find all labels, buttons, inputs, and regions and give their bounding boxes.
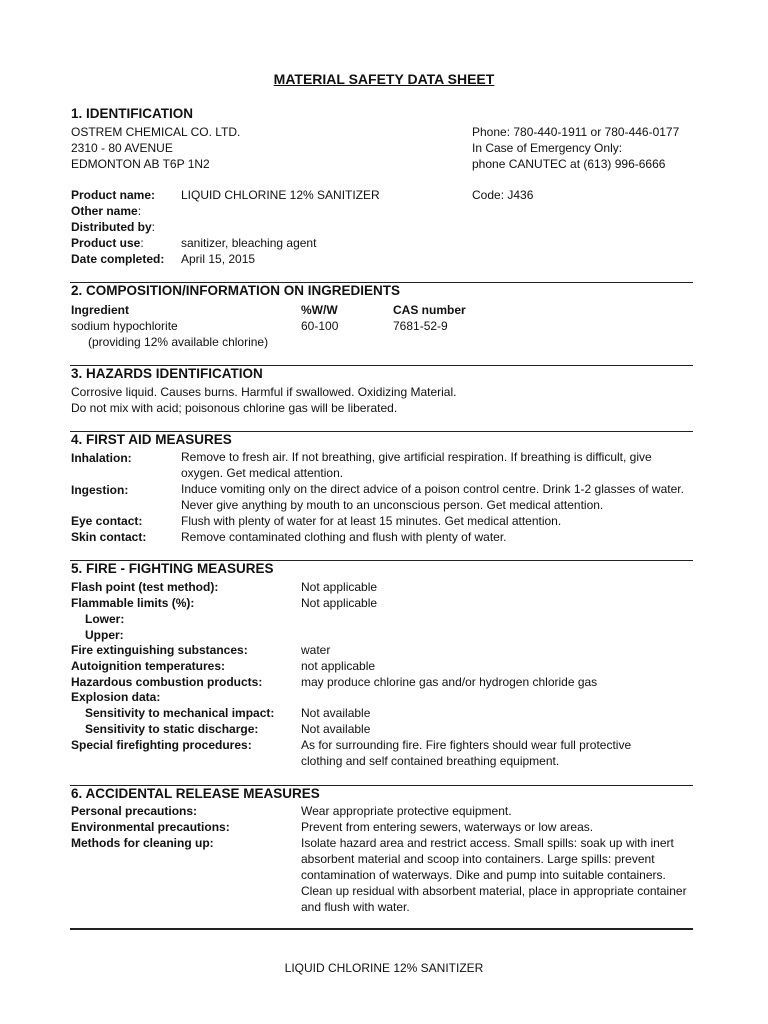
flammable-limits-value: Not applicable: [301, 596, 378, 610]
ingestion-label: Ingestion:: [71, 483, 129, 497]
skin-contact-text: Remove contaminated clothing and flush with plenty of water.: [181, 530, 507, 544]
autoignition-value: not applicable: [301, 659, 376, 673]
product-name-label: Product name:: [71, 188, 156, 202]
static-discharge-label: Sensitivity to static discharge:: [85, 722, 259, 736]
company-city: EDMONTON AB T6P 1N2: [71, 157, 210, 171]
ingredient-name: sodium hypochlorite: [71, 319, 178, 333]
hazards-line-1: Corrosive liquid. Causes burns. Harmful if swallowed. Oxidizing Material.: [71, 385, 457, 399]
company-name: OSTREM CHEMICAL CO. LTD.: [71, 125, 241, 139]
other-name-row: [71, 203, 141, 219]
personal-precautions-label: Personal precautions:: [71, 804, 198, 818]
section-6-heading: 6. ACCIDENTAL RELEASE MEASURES: [71, 786, 320, 801]
cleanup-methods-label: Methods for cleaning up:: [71, 836, 214, 850]
product-name-value: LIQUID CHLORINE 12% SANITIZER: [181, 188, 380, 202]
section-2-heading: 2. COMPOSITION/INFORMATION ON INGREDIENTS: [71, 283, 401, 298]
ingredient-cas: 7681-52-9: [393, 319, 448, 333]
mechanical-impact-value: Not available: [301, 706, 371, 720]
explosion-data-label: Explosion data:: [71, 690, 161, 704]
canutec-line: phone CANUTEC at (613) 996-6666: [472, 157, 666, 171]
autoignition-label: Autoignition temperatures:: [71, 659, 226, 673]
special-procedures-text: As for surrounding fire. Fire fighters should wear full protective clothing and self contained breathing equipment.: [301, 738, 632, 768]
lower-label: Lower:: [85, 612, 125, 626]
product-use-label: Product use: [71, 236, 141, 250]
section-1-heading: 1. IDENTIFICATION: [71, 106, 194, 121]
product-use-colon: :: [140, 236, 144, 250]
environmental-precautions-label: Environmental precautions:: [71, 820, 230, 834]
company-address: 2310 - 80 AVENUE: [71, 141, 173, 155]
combustion-label: Hazardous combustion products:: [71, 675, 263, 689]
section-4-heading: 4. FIRST AID MEASURES: [71, 432, 232, 447]
distributed-by-label: Distributed by: [71, 220, 152, 234]
emergency-line: In Case of Emergency Only:: [472, 141, 623, 155]
section-3-heading: 3. HAZARDS IDENTIFICATION: [71, 366, 263, 381]
special-procedures-label: Special firefighting procedures:: [71, 738, 252, 752]
page-footer: LIQUID CHLORINE 12% SANITIZER: [284, 961, 484, 975]
personal-precautions-text: Wear appropriate protective equipment.: [301, 804, 512, 818]
extinguishing-value: water: [301, 643, 331, 657]
ingredient-pct: 60-100: [301, 319, 339, 333]
section-5-heading: 5. FIRE - FIGHTING MEASURES: [71, 561, 274, 576]
skin-contact-label: Skin contact:: [71, 530, 147, 544]
flash-point-label: Flash point (test method):: [71, 580, 219, 594]
static-discharge-value: Not available: [301, 722, 371, 736]
page-bottom-rule: [70, 928, 693, 930]
eye-contact-text: Flush with plenty of water for at least 15 minutes. Get medical attention.: [181, 514, 562, 528]
product-use-row: [71, 235, 144, 251]
date-completed-value: April 15, 2015: [181, 252, 256, 266]
col-cas: CAS number: [393, 303, 466, 317]
flammable-limits-label: Flammable limits (%):: [71, 596, 195, 610]
date-completed-label: Date completed:: [71, 252, 165, 266]
mechanical-impact-label: Sensitivity to mechanical impact:: [85, 706, 275, 720]
product-use-value: sanitizer, bleaching agent: [181, 236, 317, 250]
inhalation-label: Inhalation:: [71, 451, 132, 465]
col-ingredient: Ingredient: [71, 303, 130, 317]
ingredient-note: (providing 12% available chlorine): [88, 335, 269, 349]
inhalation-text: Remove to fresh air. If not breathing, give artificial respiration. If breathing is difficult, give oxygen. Get medical attention.: [181, 450, 652, 480]
cleanup-methods-text: Isolate hazard area and restrict access. Small spills: soak up with inert absorbent material and scoop into containers. Large spills: prevent contamination of waterways. Dike and pump into suitable containers. Clean up residual with absorbent material, place in appropriate container and flush with water.: [301, 836, 687, 914]
extinguishing-label: Fire extinguishing substances:: [71, 643, 248, 657]
combustion-value: may produce chlorine gas and/or hydrogen chloride gas: [301, 675, 598, 689]
other-name-label: Other name: [71, 204, 138, 218]
environmental-precautions-text: Prevent from entering sewers, waterways or low areas.: [301, 820, 594, 834]
col-pct: %W/W: [301, 303, 338, 317]
phone-line: Phone: 780-440-1911 or 780-446-0177: [472, 125, 680, 139]
other-name-colon: :: [137, 204, 142, 218]
product-code: Code: J436: [472, 188, 534, 202]
distributed-by-row: [71, 219, 155, 235]
upper-label: Upper:: [85, 628, 124, 642]
ingestion-text: Induce vomiting only on the direct advice of a poison control centre. Drink 1-2 glasses of water. Never give anything by mouth to an unconscious person. Get medical attention.: [181, 482, 684, 512]
eye-contact-label: Eye contact:: [71, 514, 143, 528]
flash-point-value: Not applicable: [301, 580, 378, 594]
document-title: MATERIAL SAFETY DATA SHEET: [273, 71, 495, 87]
hazards-line-2: Do not mix with acid; poisonous chlorine gas will be liberated.: [71, 401, 398, 415]
distributed-by-colon: :: [151, 220, 156, 234]
